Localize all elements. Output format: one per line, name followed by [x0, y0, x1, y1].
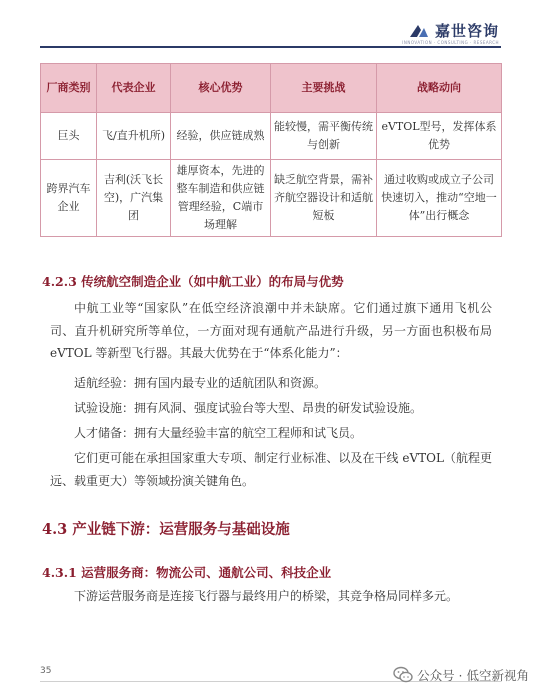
table-row [41, 160, 502, 237]
column-header: 主要挑战 [271, 64, 377, 113]
table-cell: 跨界汽车企业 [41, 160, 97, 237]
list-item: 人才储备：拥有大量经验丰富的航空工程师和试飞员。 [74, 426, 363, 440]
body-paragraph: 下游运营服务商是连接飞行器与最终用户的桥梁，其竞争格局同样多元。 [74, 589, 459, 603]
table-cell: 雄厚资本，先进的整车制造和供应链管理经验，C端市场理解 [171, 160, 271, 237]
column-header: 战略动向 [377, 64, 502, 113]
brand-logo-icon [408, 21, 430, 41]
table-cell: 经验，供应链成熟 [171, 113, 271, 160]
section-heading-4-2-3: 4.2.3 传统航空制造企业（如中航工业）的布局与优势 [42, 274, 344, 289]
watermark-text: 公众号 · 低空新视角 [417, 668, 529, 683]
table-row [41, 113, 502, 160]
brand-name: 嘉世咨询 [434, 22, 499, 40]
list-item: 适航经验：拥有国内最专业的适航团队和资源。 [74, 376, 327, 390]
section-heading-4-3: 4.3 产业链下游：运营服务与基础设施 [42, 521, 290, 538]
table-cell: 通过收购或成立子公司快速切入，推动“空地一体”出行概念 [377, 160, 502, 237]
wechat-icon [393, 666, 413, 684]
vendor-comparison-table [40, 63, 502, 237]
table-cell: eVTOL型号，发挥体系优势 [377, 113, 502, 160]
brand-tagline: INNOVATION · CONSULTING · RESEARCH [402, 40, 499, 45]
table-cell: 能较慢，需平衡传统与创新 [271, 113, 377, 160]
brand-logo [402, 20, 499, 45]
table-cell: 飞/直升机所) [97, 113, 171, 160]
table-cell: 巨头 [41, 113, 97, 160]
body-paragraph: 它们更可能在承担国家重大专项、制定行业标准、以及在干线 eVTOL（航程更远、载重更大）等领域扮演关键角色。 [50, 451, 492, 488]
section-heading-4-3-1: 4.3.1 运营服务商：物流公司、通航公司、科技企业 [42, 565, 332, 580]
table-cell: 吉利(沃飞长空)，广汽集团 [97, 160, 171, 237]
column-header: 代表企业 [97, 64, 171, 113]
list-item: 试验设施：拥有风洞、强度试验台等大型、昂贵的研发试验设施。 [74, 401, 423, 415]
table-cell: 缺乏航空背景，需补齐航空器设计和适航短板 [271, 160, 377, 237]
table-header-row [41, 64, 502, 113]
column-header: 厂商类别 [41, 64, 97, 113]
header-divider [40, 46, 501, 48]
wechat-watermark [393, 666, 529, 684]
page-number: 35 [40, 666, 52, 676]
column-header: 核心优势 [171, 64, 271, 113]
body-paragraph: 中航工业等“国家队”在低空经济浪潮中并未缺席。它们通过旗下通用飞机公司、直升机研究所等单位，一方面对现有通航产品进行升级，另一方面也积极布局 eVTOL 等新型飞行器。其最大优势在于“体系化能力”： [50, 301, 492, 360]
page-header [0, 0, 541, 60]
